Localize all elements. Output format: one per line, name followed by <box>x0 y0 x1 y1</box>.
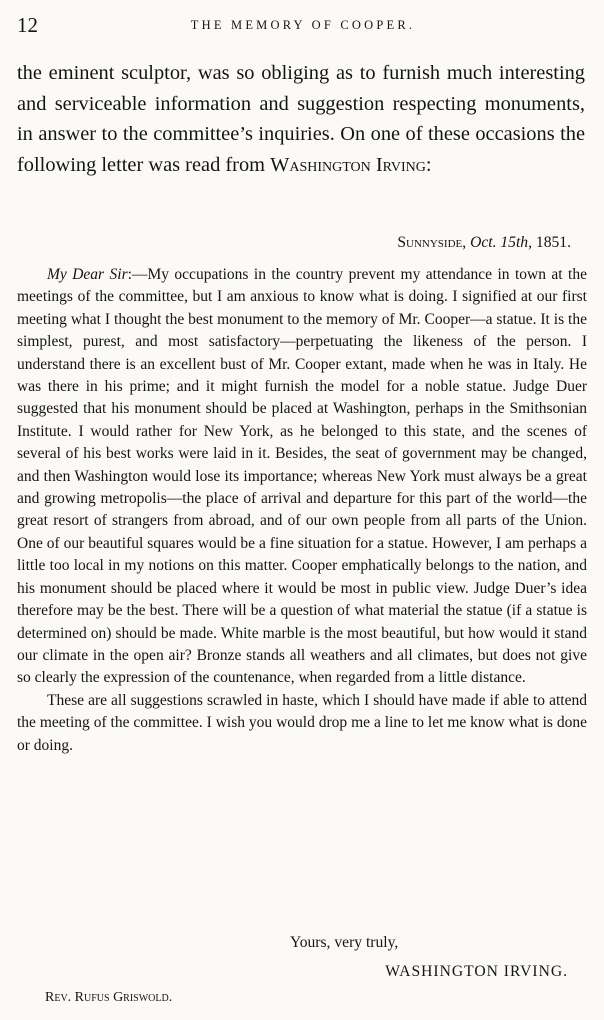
running-head: THE MEMORY OF COOPER. <box>190 18 416 32</box>
letter-paragraph-1-text: My occupations in the country prevent my attendance in town at the meetings of the committee, but I am anxious to know what is doing. I signified at our first meeting what I thought the best monument to the memory of Mr. Cooper—a statue. It is the simplest, purest, and most satisfactory—perpetuating the likeness of the person. I understand there is an excellent bust of Mr. Cooper extant, made when he was in Italy. He was there in his prime; and it might furnish the model for a noble statue. Judge Duer suggested that his monument should be placed at Washington, perhaps in the Smithsonian Institute. I would rather for New York, as he belonged to this state, and the scenes of several of his best works were laid in it. Besides, the seat of government may be changed, and then Washington would lose its importance; whereas New York must always be a great and growing metropolis—the place of arrival and departure for this part of the world—the great resort of strangers from abroad, and of our own people from all parts of the Union. One of our beautiful squares would be a fine situation for a statue. However, I am perhaps a little too local in my notions on this matter. Cooper emphatically belongs to the nation, and his monument should be placed where it would be most in public view. Judge Duer’s idea therefore may be the best. There will be a question of what material the statue (if a statue is determined on) should be made. White marble is the most beautiful, but how would it stand our climate in the open air? Bronze stands all weathers and all climates, but does not give so clearly the expression of the countenance, when regarded from a little distance. <box>17 266 587 687</box>
letter-addressee: Rev. Rufus Griswold. <box>45 990 173 1005</box>
page-header <box>17 12 589 38</box>
salutation-punct: :— <box>127 266 148 283</box>
letter-dateline <box>397 232 571 254</box>
intro-text: the eminent sculptor, was so obliging as to furnish much interesting and serviceable information and suggestion respecting monuments, in answer to the committee’s inquiries. On one of these occasions the following letter was read from <box>17 62 585 176</box>
page-number: 12 <box>17 13 38 37</box>
salutation: My Dear Sir <box>47 266 128 283</box>
letter-closing: Yours, very truly, <box>290 934 399 951</box>
letter-signature: WASHINGTON IRVING. <box>385 963 568 980</box>
letter-paragraph <box>17 264 587 690</box>
letter-body <box>17 264 587 757</box>
letter-date: Oct. 15th, <box>470 234 532 251</box>
letter-place: Sunnyside, <box>397 234 467 251</box>
letter-author: Washington Irving <box>270 153 426 176</box>
letter-year: 1851. <box>535 234 571 251</box>
letter-paragraph: These are all suggestions scrawled in haste, which I should have made if able to attend the meeting of the committee. I wish you would drop me a line to let me know what is done or doing. <box>17 691 587 754</box>
intro-paragraph <box>17 58 585 180</box>
intro-end-punct: : <box>425 153 432 176</box>
